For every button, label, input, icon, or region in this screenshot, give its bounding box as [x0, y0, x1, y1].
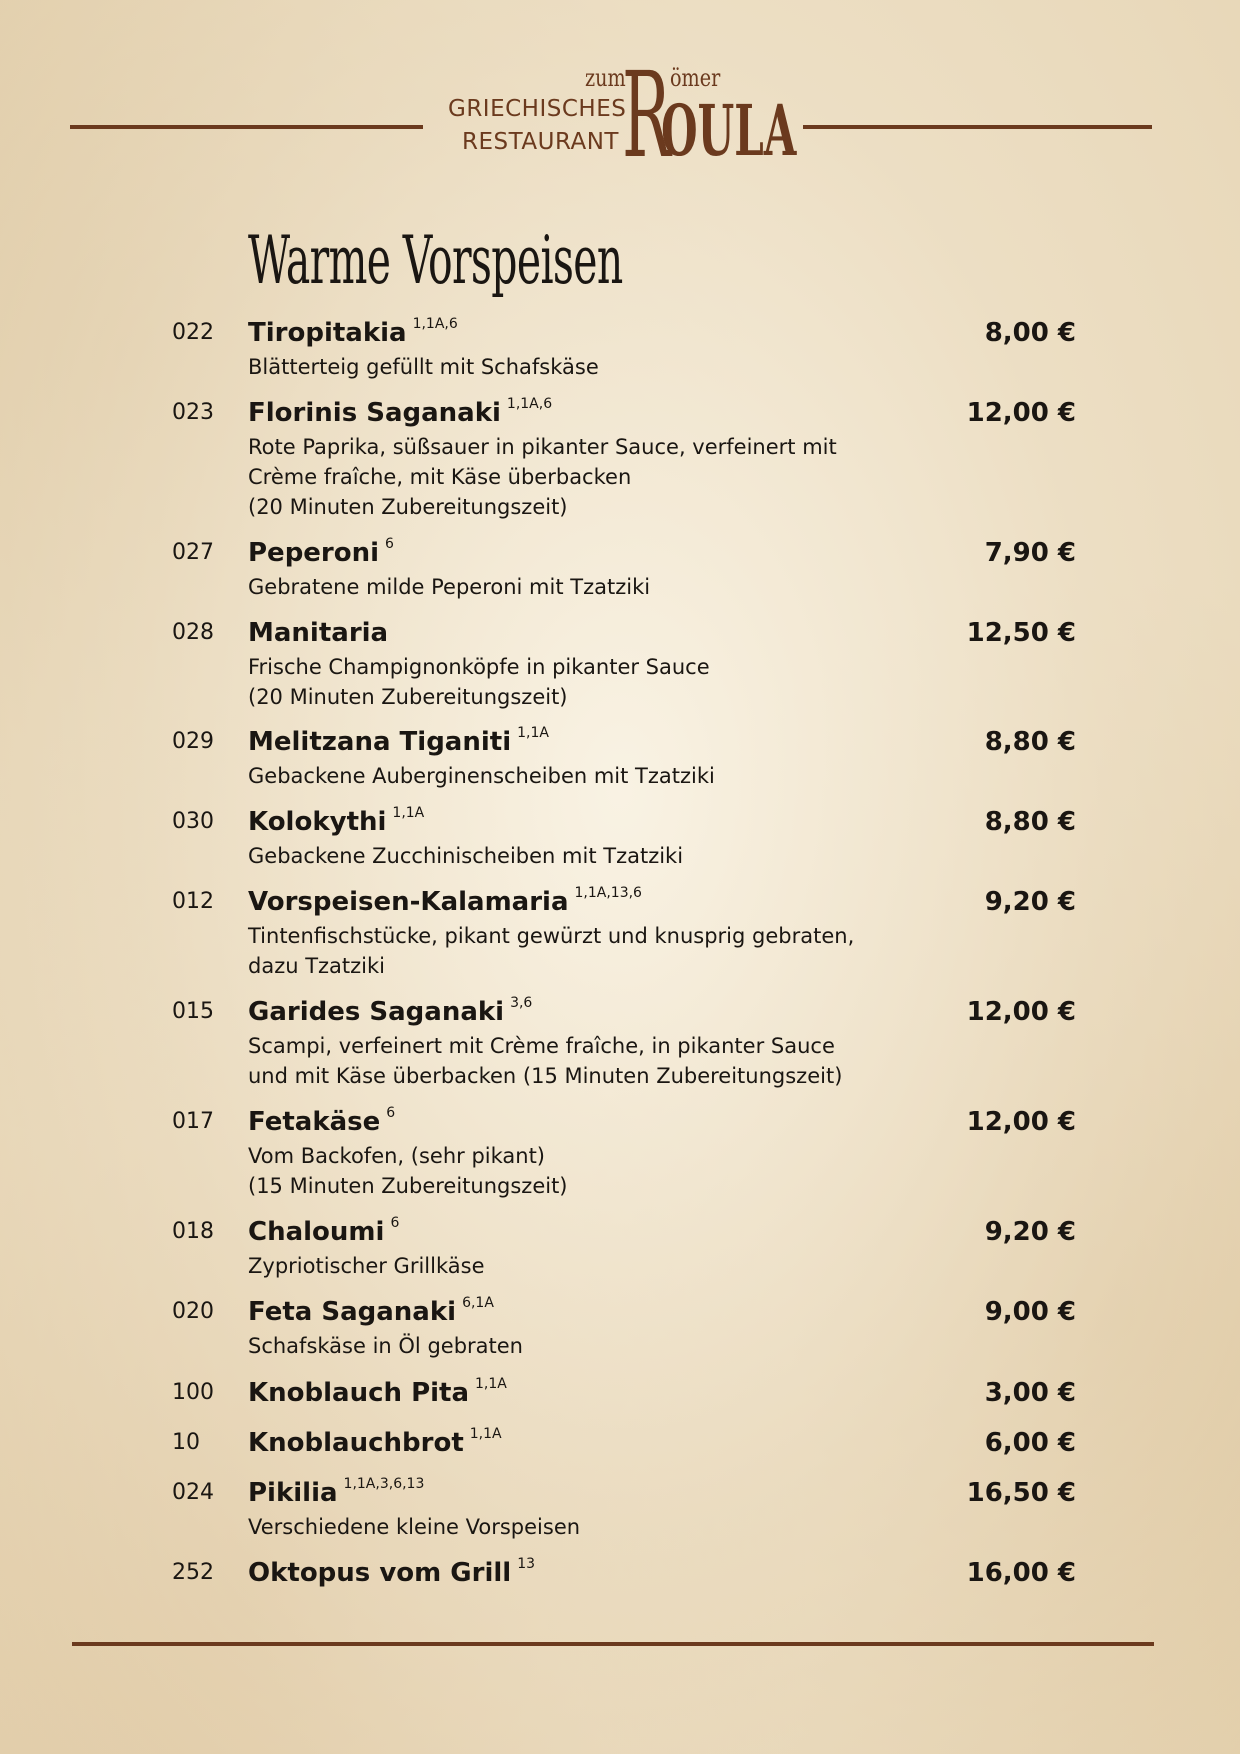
- logo-zum: zum: [585, 64, 626, 92]
- logo-line-1: GRIECHISCHES: [448, 96, 627, 122]
- allergen-codes: 13: [517, 1556, 536, 1572]
- item-name-text: Knoblauch Pita: [248, 1378, 470, 1408]
- item-name: [248, 1428, 502, 1458]
- item-name-text: Melitzana Tiganiti: [248, 727, 512, 757]
- item-number: 030: [172, 809, 214, 834]
- item-description: [248, 572, 650, 602]
- restaurant-logo: [448, 46, 797, 184]
- allergen-codes: 1,1A,13,6: [574, 885, 642, 901]
- item-description: [248, 1141, 568, 1201]
- item-number: 10: [172, 1430, 200, 1455]
- allergen-codes: 1,1A: [475, 1376, 507, 1392]
- item-number: 015: [172, 999, 214, 1024]
- item-description: [248, 432, 837, 522]
- item-description: [248, 352, 599, 382]
- description-line: Gebackene Auberginenscheiben mit Tzatziki: [248, 764, 715, 788]
- item-price: 12,50 €: [966, 618, 1076, 648]
- item-name: [248, 318, 458, 348]
- item-name-text: Manitaria: [248, 618, 389, 648]
- item-name: [248, 398, 552, 428]
- description-line: Crème fraîche, mit Käse überbacken: [248, 465, 632, 489]
- item-name-text: Chaloumi: [248, 1217, 385, 1247]
- item-description: [248, 841, 683, 871]
- item-name: [248, 997, 532, 1027]
- item-number: 024: [172, 1480, 214, 1505]
- allergen-codes: 1,1A: [469, 1426, 502, 1442]
- description-line: Blätterteig gefüllt mit Schafskäse: [248, 355, 599, 379]
- item-price: 3,00 €: [984, 1378, 1076, 1408]
- item-number: 018: [172, 1219, 214, 1244]
- item-name: [248, 1297, 494, 1327]
- item-name-text: Knoblauchbrot: [248, 1428, 464, 1458]
- item-price: 9,20 €: [984, 1217, 1076, 1247]
- header-rule-left: [70, 125, 423, 129]
- item-name-text: Garides Saganaki: [248, 997, 505, 1027]
- item-name-text: Tiropitakia: [248, 318, 407, 348]
- item-price: 12,00 €: [966, 997, 1076, 1027]
- logo-line-2: RESTAURANT: [462, 129, 619, 155]
- item-description: [248, 1251, 485, 1281]
- item-number: 252: [172, 1560, 214, 1585]
- logo-big-r: R: [622, 46, 671, 184]
- item-name: [248, 807, 424, 837]
- item-price: 12,00 €: [966, 398, 1076, 428]
- item-number: 027: [172, 540, 214, 565]
- description-line: und mit Käse überbacken (15 Minuten Zubereitungszeit): [248, 1064, 843, 1088]
- allergen-codes: 1,1A,3,6,13: [343, 1476, 425, 1492]
- item-number: 100: [172, 1380, 214, 1405]
- item-name-text: Pikilia: [248, 1478, 338, 1508]
- allergen-codes: 1,1A,6: [412, 316, 458, 332]
- item-name-text: Feta Saganaki: [248, 1297, 457, 1327]
- item-name: [248, 1107, 395, 1137]
- item-name: [248, 887, 642, 917]
- header-rule-right: [803, 125, 1152, 129]
- allergen-codes: 6,1A: [462, 1295, 494, 1311]
- item-description: [248, 761, 715, 791]
- allergen-codes: 1,1A: [517, 725, 549, 741]
- item-number: 017: [172, 1109, 214, 1134]
- item-description: [248, 1512, 580, 1542]
- item-name: [248, 1478, 424, 1508]
- item-number: 028: [172, 620, 214, 645]
- item-number: 012: [172, 889, 214, 914]
- item-name: [248, 727, 549, 757]
- item-name: [248, 1558, 535, 1588]
- allergen-codes: 1,1A: [392, 805, 425, 821]
- description-line: Zypriotischer Grillkäse: [248, 1254, 485, 1278]
- item-price: 8,80 €: [984, 727, 1076, 757]
- description-line: (20 Minuten Zubereitungszeit): [248, 685, 568, 709]
- item-name-text: Oktopus vom Grill: [248, 1558, 512, 1588]
- item-price: 8,00 €: [984, 318, 1076, 348]
- description-line: Scampi, verfeinert mit Crème fraîche, in pikanter Sauce: [248, 1034, 835, 1058]
- item-name-text: Vorspeisen-Kalamaria: [248, 887, 569, 917]
- item-description: [248, 921, 854, 981]
- item-price: 16,50 €: [966, 1478, 1076, 1508]
- section-title: Warme Vorspeisen: [248, 222, 623, 299]
- description-line: Vom Backofen, (sehr pikant): [248, 1144, 546, 1168]
- item-name-text: Peperoni: [248, 538, 380, 568]
- allergen-codes: 6: [386, 1105, 396, 1121]
- allergen-codes: 3,6: [510, 995, 533, 1011]
- item-number: 022: [172, 320, 214, 345]
- description-line: dazu Tzatziki: [248, 954, 386, 978]
- item-name-text: Kolokythi: [248, 807, 387, 837]
- description-line: Gebackene Zucchinischeiben mit Tzatziki: [248, 844, 684, 868]
- logo-oula: OULA: [661, 89, 797, 172]
- item-price: 7,90 €: [984, 538, 1076, 568]
- allergen-codes: 6: [385, 536, 394, 552]
- description-line: Rote Paprika, süßsauer in pikanter Sauce, verfeinert mit: [248, 435, 837, 459]
- item-price: 6,00 €: [984, 1428, 1076, 1458]
- description-line: (20 Minuten Zubereitungszeit): [248, 495, 568, 519]
- description-line: Verschiedene kleine Vorspeisen: [248, 1515, 581, 1539]
- item-name-text: Florinis Saganaki: [248, 398, 501, 428]
- item-number: 023: [172, 400, 214, 425]
- description-line: Gebratene milde Peperoni mit Tzatziki: [248, 575, 651, 599]
- item-description: [248, 652, 710, 712]
- item-description: [248, 1031, 842, 1091]
- item-price: 12,00 €: [966, 1107, 1076, 1137]
- item-name-text: Fetakäse: [248, 1107, 381, 1137]
- item-price: 8,80 €: [984, 807, 1076, 837]
- item-name: [248, 538, 394, 568]
- description-line: (15 Minuten Zubereitungszeit): [248, 1174, 568, 1198]
- description-line: Tintenfischstücke, pikant gewürzt und knusprig gebraten,: [248, 924, 855, 948]
- item-number: 029: [172, 729, 214, 754]
- allergen-codes: 6: [390, 1215, 400, 1231]
- item-price: 9,00 €: [984, 1297, 1076, 1327]
- item-name: [248, 1378, 507, 1408]
- item-name: [248, 618, 388, 648]
- item-description: [248, 1331, 523, 1361]
- item-name: [248, 1217, 399, 1247]
- item-number: 020: [172, 1299, 214, 1324]
- allergen-codes: 1,1A,6: [506, 396, 553, 412]
- description-line: Schafskäse in Öl gebraten: [248, 1334, 523, 1358]
- logo-omer: ömer: [670, 64, 721, 92]
- item-price: 9,20 €: [984, 887, 1076, 917]
- description-line: Frische Champignonköpfe in pikanter Sauce: [248, 655, 710, 679]
- item-price: 16,00 €: [966, 1558, 1076, 1588]
- footer-rule: [72, 1642, 1154, 1646]
